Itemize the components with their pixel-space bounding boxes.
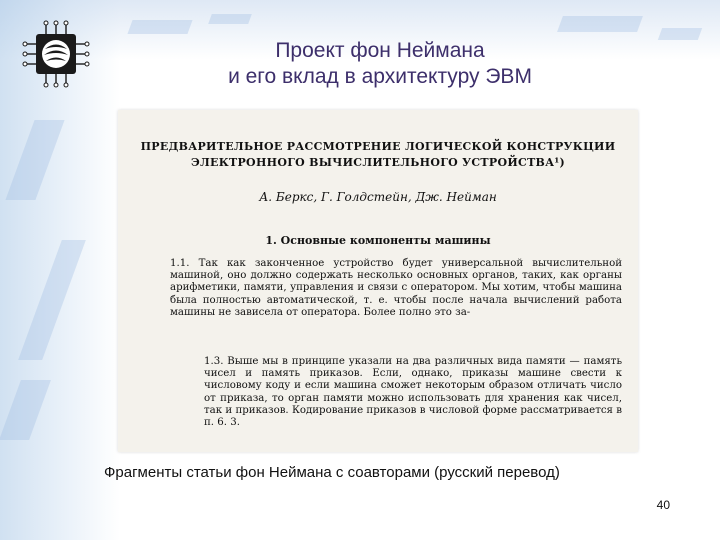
paragraph-1-3: 1.3. Выше мы в принципе указали на два различных вида памяти — память чисел и память приказов. Если, однако, приказы машине свести к числовому коду и если машина сможет некоторым образом отличать число от приказа, то орган памяти можно использовать для хранения как чисел, так и приказов. Кодирование приказов в числовой форме рассматривается в п. 6. 3.	[204, 356, 622, 429]
background-decoration	[5, 120, 64, 200]
article-heading-line-1: ПРЕДВАРИТЕЛЬНОЕ РАССМОТРЕНИЕ ЛОГИЧЕСКОЙ КОНСТРУКЦИИ	[140, 140, 616, 153]
section-heading: 1. Основные компоненты машины	[265, 234, 491, 247]
page-number: 40	[656, 498, 670, 512]
figure-caption: Фрагменты статьи фон Неймана с соавторами (русский перевод)	[104, 464, 560, 481]
paragraph-1-1: 1.1. Так как законченное устройство будет универсальной вычислительной машиной, оно должно содержать несколько основных органов, таких, как органы арифметики, памяти, управления и связи с оператором. Мы хотим, чтобы машина была полностью автоматической, т. е. чтобы после начала вычислений работа машины не зависела от оператора. Более полно это за-	[170, 258, 622, 318]
background-decoration	[208, 14, 252, 24]
article-authors: А. Беркс, Г. Голдстейн, Дж. Нейман	[259, 190, 497, 204]
article-heading-line-2: ЭЛЕКТРОННОГО ВЫЧИСЛИТЕЛЬНОГО УСТРОЙСТВА¹)	[190, 156, 566, 169]
scanned-article-fragment	[118, 110, 638, 452]
title-line-2: и его вклад в архитектуру ЭВМ	[228, 65, 532, 88]
background-decoration	[658, 28, 702, 40]
slide-title	[160, 38, 600, 90]
background-decoration	[557, 16, 643, 32]
background-decoration	[0, 380, 51, 440]
background-decoration	[18, 240, 86, 360]
microchip-logo-icon	[20, 18, 92, 90]
background-decoration	[127, 20, 192, 34]
title-line-1: Проект фон Неймана	[275, 39, 485, 62]
